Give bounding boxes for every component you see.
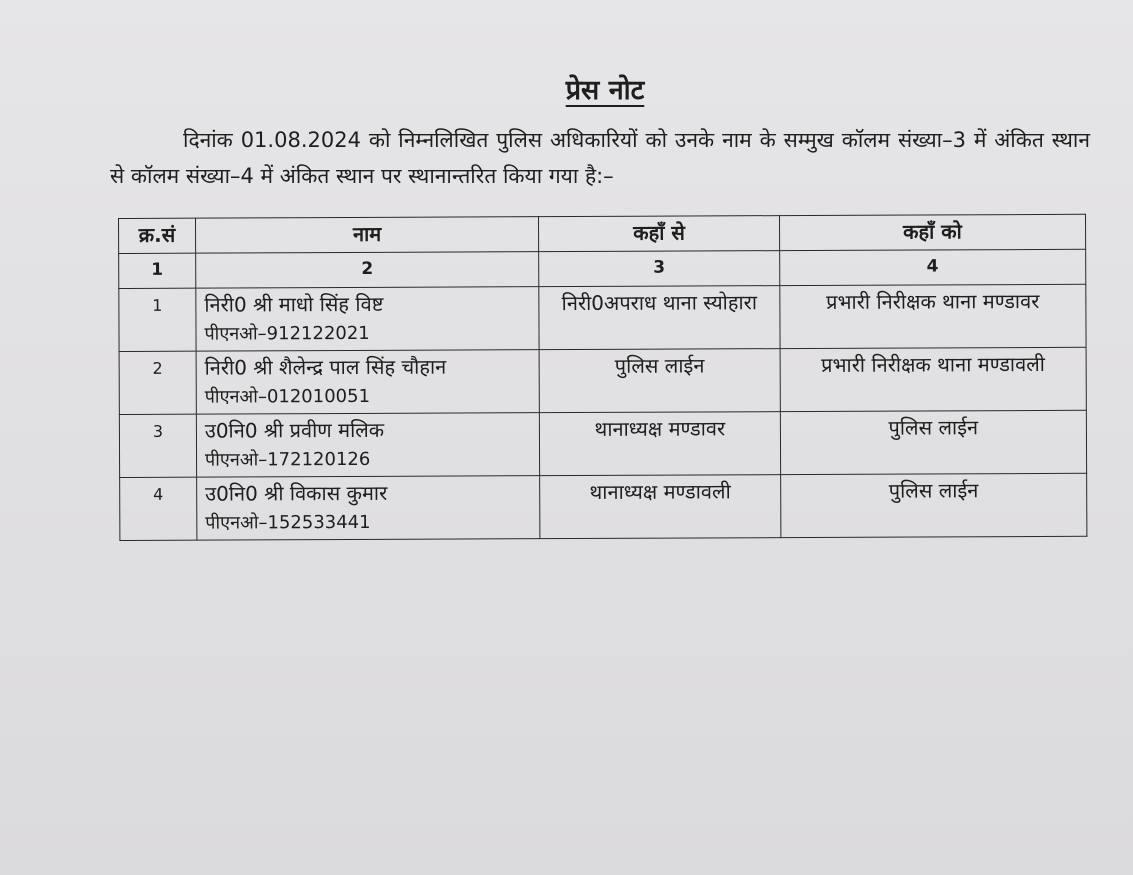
table-row xyxy=(119,410,1086,477)
table-row xyxy=(119,284,1086,351)
title-text: प्रेस नोट xyxy=(565,75,645,106)
officer-name: उ0नि0 श्री प्रवीण मलिक xyxy=(204,417,385,443)
serial-cell: 4 xyxy=(120,477,197,540)
column-number: 1 xyxy=(119,253,196,288)
table-row xyxy=(120,473,1087,540)
to-cell: पुलिस लाईन xyxy=(780,473,1087,537)
intro-paragraph: दिनांक 01.08.2024 को निम्नलिखित पुलिस अधिकारियों को उनके नाम के सम्मुख कॉलम संख्या–3 में अंकित स्थान से कॉलम संख्या–4 में अंकित स्थान पर स्थानान्तरित किया गया है:– xyxy=(110,128,1090,188)
to-cell: प्रभारी निरीक्षक थाना मण्डावली xyxy=(780,347,1087,411)
serial-cell: 1 xyxy=(119,288,196,351)
header-to: कहाँ को xyxy=(779,214,1085,250)
to-cell: प्रभारी निरीक्षक थाना मण्डावर xyxy=(780,284,1087,348)
serial-cell: 3 xyxy=(119,414,196,477)
officer-name: निरी0 श्री माधो सिंह विष्ट xyxy=(204,291,384,317)
officer-pno: पीएनओ–152533441 xyxy=(205,511,371,534)
table-row xyxy=(119,347,1086,414)
officer-name: निरी0 श्री शैलेन्द्र पाल सिंह चौहान xyxy=(204,354,447,380)
table-header-row xyxy=(119,214,1086,253)
name-cell xyxy=(196,287,540,351)
column-number: 4 xyxy=(779,249,1085,285)
from-cell: पुलिस लाईन xyxy=(539,349,780,413)
from-cell: थानाध्यक्ष मण्डावली xyxy=(540,475,781,539)
name-cell xyxy=(197,476,541,540)
header-serial: क्र.सं xyxy=(119,218,196,253)
to-cell: पुलिस लाईन xyxy=(780,410,1087,474)
officer-pno: पीएनओ–012010051 xyxy=(204,385,371,408)
from-cell: निरी0अपराध थाना स्योहारा xyxy=(539,286,780,350)
document-title xyxy=(0,70,1133,107)
column-number-row xyxy=(119,249,1086,288)
column-number: 3 xyxy=(539,251,780,287)
serial-cell: 2 xyxy=(119,351,196,414)
officer-name: उ0नि0 श्री विकास कुमार xyxy=(205,480,388,506)
officer-pno: पीएनओ–172120126 xyxy=(204,448,371,471)
from-cell: थानाध्यक्ष मण्डावर xyxy=(540,412,781,476)
transfer-table xyxy=(118,214,1087,541)
officer-pno: पीएनओ–912122021 xyxy=(204,322,370,345)
header-from: कहाँ से xyxy=(539,216,780,252)
name-cell xyxy=(196,350,540,414)
name-cell xyxy=(196,413,540,477)
column-number: 2 xyxy=(196,252,539,288)
header-name: नाम xyxy=(195,217,538,253)
